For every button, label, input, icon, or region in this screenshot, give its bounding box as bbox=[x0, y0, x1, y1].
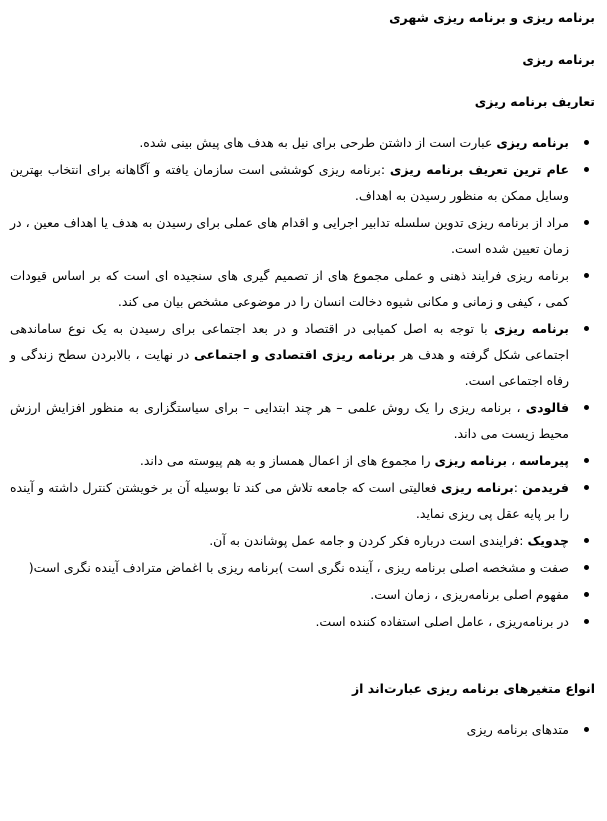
list-item: چدویک :فرایندی است درباره فکر کردن و جامه عمل پوشاندن به آن. bbox=[10, 528, 595, 554]
list-item: برنامه ریزی عبارت است از داشتن طرحی برای نیل به هدف های پیش بینی شده. bbox=[10, 130, 595, 156]
section-heading-planning: برنامه ریزی bbox=[522, 52, 595, 67]
list-item: برنامه ریزی فرایند ذهنی و عملی مجموع های از تصمیم گیری های سنجیده ای است که بر اساس قیودات کمی ، کیفی و زمانی و مکانی شیوه دخالت انسان را در موضوعی مشخص بیان می کند. bbox=[10, 263, 595, 315]
section-heading-variables: انواع متغیرهای برنامه ریزی عبارت‌اند از bbox=[351, 681, 595, 696]
list-item: مفهوم اصلی برنامه‌ریزی ، زمان است. bbox=[10, 582, 595, 608]
list-item: عام ترین تعریف برنامه ریزی :برنامه ریزی کوششی است سازمان یافته و آگاهانه برای انتخاب بهترین وسایل ممکن به منظور رسیدن به اهداف. bbox=[10, 157, 595, 209]
list-item: متدهای برنامه ریزی bbox=[10, 717, 595, 743]
list-item: مراد از برنامه ریزی تدوین سلسله تدابیر اجرایی و اقدام های عملی برای رسیدن به هدف یا اهداف معین ، در زمان تعیین شده است. bbox=[10, 210, 595, 262]
variables-list bbox=[10, 717, 595, 743]
list-item: برنامه ریزی با توجه به اصل کمیابی در اقتصاد و در بعد اجتماعی برای رسیدن به یک نوع ساماندهی اجتماعی شکل گرفته و هدف هر برنامه ریزی اقتصادی و اجتماعی در نهایت ، بالابردن سطح زندگی و رفاه اجتماعی است. bbox=[10, 316, 595, 394]
document-title: برنامه ریزی و برنامه ریزی شهری bbox=[389, 10, 595, 25]
list-item: پیرماسه ، برنامه ریزی را مجموع های از اعمال همساز و به هم پیوسته می داند. bbox=[10, 448, 595, 474]
section-heading-definitions: تعاریف برنامه ریزی bbox=[474, 94, 595, 109]
definitions-list bbox=[10, 130, 595, 635]
list-item: در برنامه‌ریزی ، عامل اصلی استفاده کننده است. bbox=[10, 609, 595, 635]
list-item: فریدمن :برنامه ریزی فعالیتی است که جامعه تلاش می کند تا بوسیله آن بر خویشتن کنترل داشته و آینده را بر پایه عقل پی ریزی نماید. bbox=[10, 475, 595, 527]
list-item: صفت و مشخصه اصلی برنامه ریزی ، آینده نگری است )برنامه ریزی با اغماض مترادف آینده نگری است( bbox=[10, 555, 595, 581]
list-item: فالودی ، برنامه ریزی را یک روش علمی – هر چند ابتدایی – برای سیاستگزاری به منظور افزایش ارزش محیط زیست می داند. bbox=[10, 395, 595, 447]
